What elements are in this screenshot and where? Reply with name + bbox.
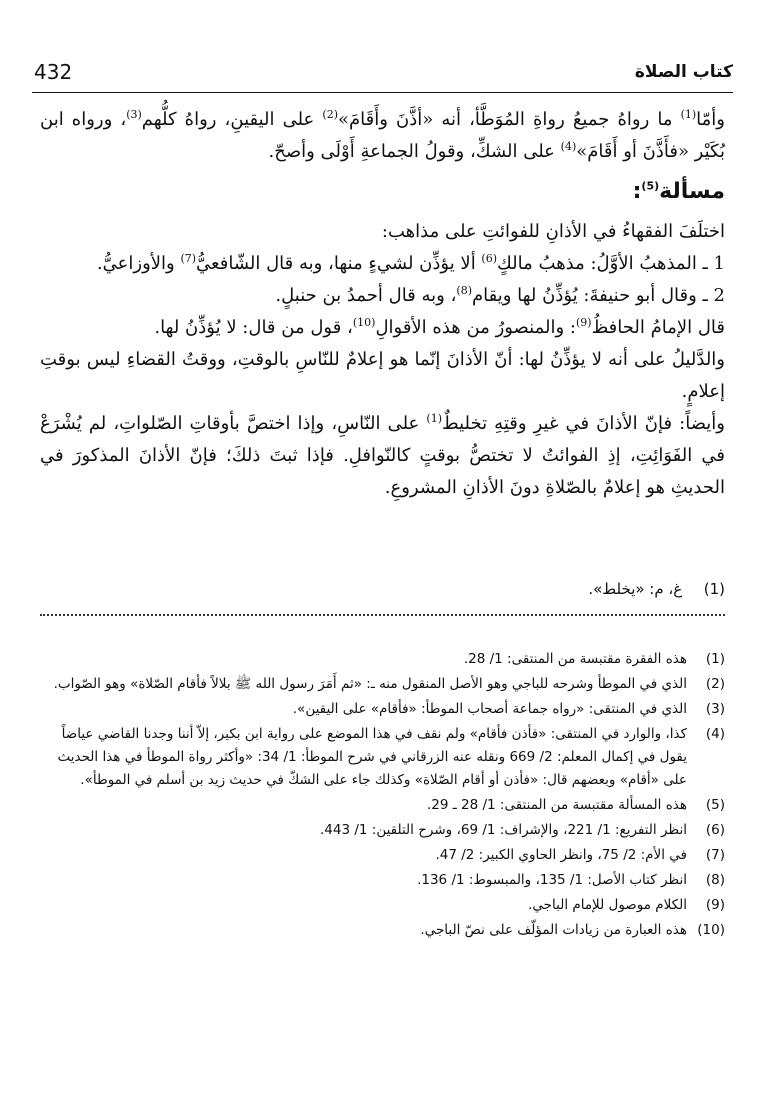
footnote <box>40 698 725 721</box>
footnote-text: انظر كتاب الأصل: 1/ 135، والمبسوط: 1/ 136. <box>417 872 687 888</box>
text-span: قال الإمامُ الحافظُ <box>591 317 725 338</box>
text-span: : والمنصورُ من هذه الأقوالِ <box>375 317 576 338</box>
heading-label: مسألة <box>659 179 725 204</box>
footnote-number: (1) <box>705 651 725 667</box>
footnote <box>40 894 725 917</box>
editor-footnote <box>40 580 725 598</box>
footnote-number: (9) <box>705 897 725 913</box>
footnote-text: انظر التفريع: 1/ 221، والإشراف: 1/ 69، وشرح التلقين: 1/ 443. <box>319 822 687 838</box>
footnote-text: غ، م: «يخلط». <box>588 580 683 598</box>
text-span: وأمّا <box>696 109 725 130</box>
footnote <box>40 869 725 892</box>
footnote-ref: (8) <box>456 284 472 297</box>
footnote-ref: (9) <box>575 316 592 329</box>
footnote-ref: (1) <box>680 108 697 121</box>
footnote-text: الذي في الموطأ وشرحه للباجي وهو الأصل المنقول منه ـ: «ثم أَمَرَ رسول الله ﷺ بلالاً فأقام الصّلاة» وهو الصّواب. <box>53 676 687 692</box>
section-heading <box>40 170 725 214</box>
footnotes <box>40 648 725 944</box>
text-span: والأوزاعيُّ. <box>96 253 181 274</box>
footnote-text: هذه المسألة مقتبسة من المنتقى: 1/ 28 ـ 29. <box>426 797 687 813</box>
dotted-divider <box>40 614 725 616</box>
paragraph-aydan <box>40 408 725 504</box>
footnote <box>40 819 725 842</box>
footnote <box>40 919 725 942</box>
footnote-number: (3) <box>705 701 725 717</box>
text-span: ، قول من قال: لا يُؤذِّنُ لها. <box>154 317 353 338</box>
footnote-ref: (6) <box>481 252 498 265</box>
footnote-ref: (1) <box>426 412 442 425</box>
footnote-ref: (4) <box>560 140 577 153</box>
page-header <box>32 60 733 90</box>
paragraph-dalil: والدَّليلُ على أنه لا يؤذِّنُ لها: أنّ الأذانَ إنّما هو إعلامٌ للنّاسِ بالوقتِ، ووقتُ القضاءِ ليس بوقتِ إعلامٍ. <box>40 349 725 402</box>
paragraph-imam <box>40 312 725 344</box>
footnote-number: (2) <box>705 676 725 692</box>
paragraph-item2 <box>40 280 725 312</box>
footnote-text: الكلام موصول للإمام الباجي. <box>528 897 687 913</box>
paragraph-muwatta <box>40 104 725 168</box>
running-title: كتاب الصلاة <box>634 62 733 82</box>
footnote-number: (6) <box>705 822 725 838</box>
footnote <box>40 673 725 696</box>
footnote-number: (1) <box>703 580 725 598</box>
text-span: على النّاسِ، وإذا اختصَّ بأوقاتِ الصّلواتِ، لم يُشْرَعْ في الفَوَائِتِ، إذِ الفوائتُ لا تختصُّ بوقتٍ كالنّوافلِ. فإذا ثبتَ ذلكَ؛ فإنّ الأذانَ المذكورَ في الحديثِ هو إعلامٌ بالصّلاةِ دونَ الأذانِ المشروعِ. <box>40 413 725 498</box>
footnote <box>40 794 725 817</box>
footnote-text: هذه الفقرة مقتبسة من المنتقى: 1/ 28. <box>463 651 687 667</box>
text-span: 2 ـ وقال أبو حنيفةَ: يُؤذِّنُ لها ويقام <box>471 285 725 306</box>
footnote <box>40 648 725 671</box>
footnote-text: كذا، والوارد في المنتقى: «فأذن فأقام» ولم نقف في هذا الموضع على رواية ابن بكير، إلاّ أننا وجدنا القاضي عياضاً يقول في إكمال المعلم: 2/ 669 ونقله عنه الزرقاني في شرح الموطأ: 1/ 34: «وأكثر رواة الموطأ في هذا الحديث على «أقام» وبعضهم قال: «فأذن أو أقام الصّلاة» وكذلك جاء على الشكّ في حديث زيد بن أسلم في الموطأ». <box>57 726 687 788</box>
paragraph-intro: اختلَفَ الفقهاءُ في الأذانِ للفوائتِ على مذاهب: <box>381 221 725 242</box>
text-span: وأيضاً: فإنّ الأذانَ في غيرِ وقتِهِ تخليطٌ <box>441 413 726 434</box>
footnote-number: (10) <box>697 922 725 938</box>
footnote-number: (8) <box>705 872 725 888</box>
footnote <box>40 723 725 792</box>
heading-colon: : <box>632 179 642 204</box>
footnote-number: (5) <box>705 797 725 813</box>
footnote-number: (4) <box>705 726 725 742</box>
text-span: على الشكِّ، وقولُ الجماعةِ أَوْلَى وأصحّ. <box>268 141 561 162</box>
main-text <box>40 104 725 504</box>
footnote-number: (7) <box>705 847 725 863</box>
footnote-ref: (2) <box>322 108 338 121</box>
text-span: 1 ـ المذهبُ الأوَّلُ: مذهبُ مالكٍ <box>497 253 725 274</box>
header-rule <box>32 92 733 93</box>
text-span: ألا يؤذِّن لشيءٍ منها، وبه قال الشّافعيُّ <box>196 253 482 274</box>
paragraph-item1 <box>40 248 725 280</box>
text-span: ما رواهُ جميعُ رواةِ المُوَطَّأ، أنه «أذَّنَ وأَقَامَ» <box>337 109 681 130</box>
page-number: 432 <box>34 60 73 84</box>
footnote-ref: (3) <box>126 108 142 121</box>
footnote-text: هذه العبارة من زيادات المؤلّف على نصّ الباجي. <box>420 922 687 938</box>
footnote-text: في الأم: 2/ 75، وانظر الحاوي الكبير: 2/ 47. <box>435 847 687 863</box>
footnote-ref: (10) <box>352 316 376 329</box>
footnote-ref: (5) <box>641 179 660 193</box>
text-span: ، وبه قال أحمدُ بن حنبلٍ. <box>275 285 457 306</box>
text-span: على اليقينِ، رواهُ كلُّهم <box>141 109 323 130</box>
footnote <box>40 844 725 867</box>
footnote-text: الذي في المنتقى: «رواه جماعة أصحاب الموطأ: «فأقام» على اليقين». <box>292 701 687 717</box>
footnote-ref: (7) <box>180 252 197 265</box>
text-span: ، ورواه ابن بُكَيْر «فأَذَّنَ أو أَقَامَ» <box>40 109 725 162</box>
